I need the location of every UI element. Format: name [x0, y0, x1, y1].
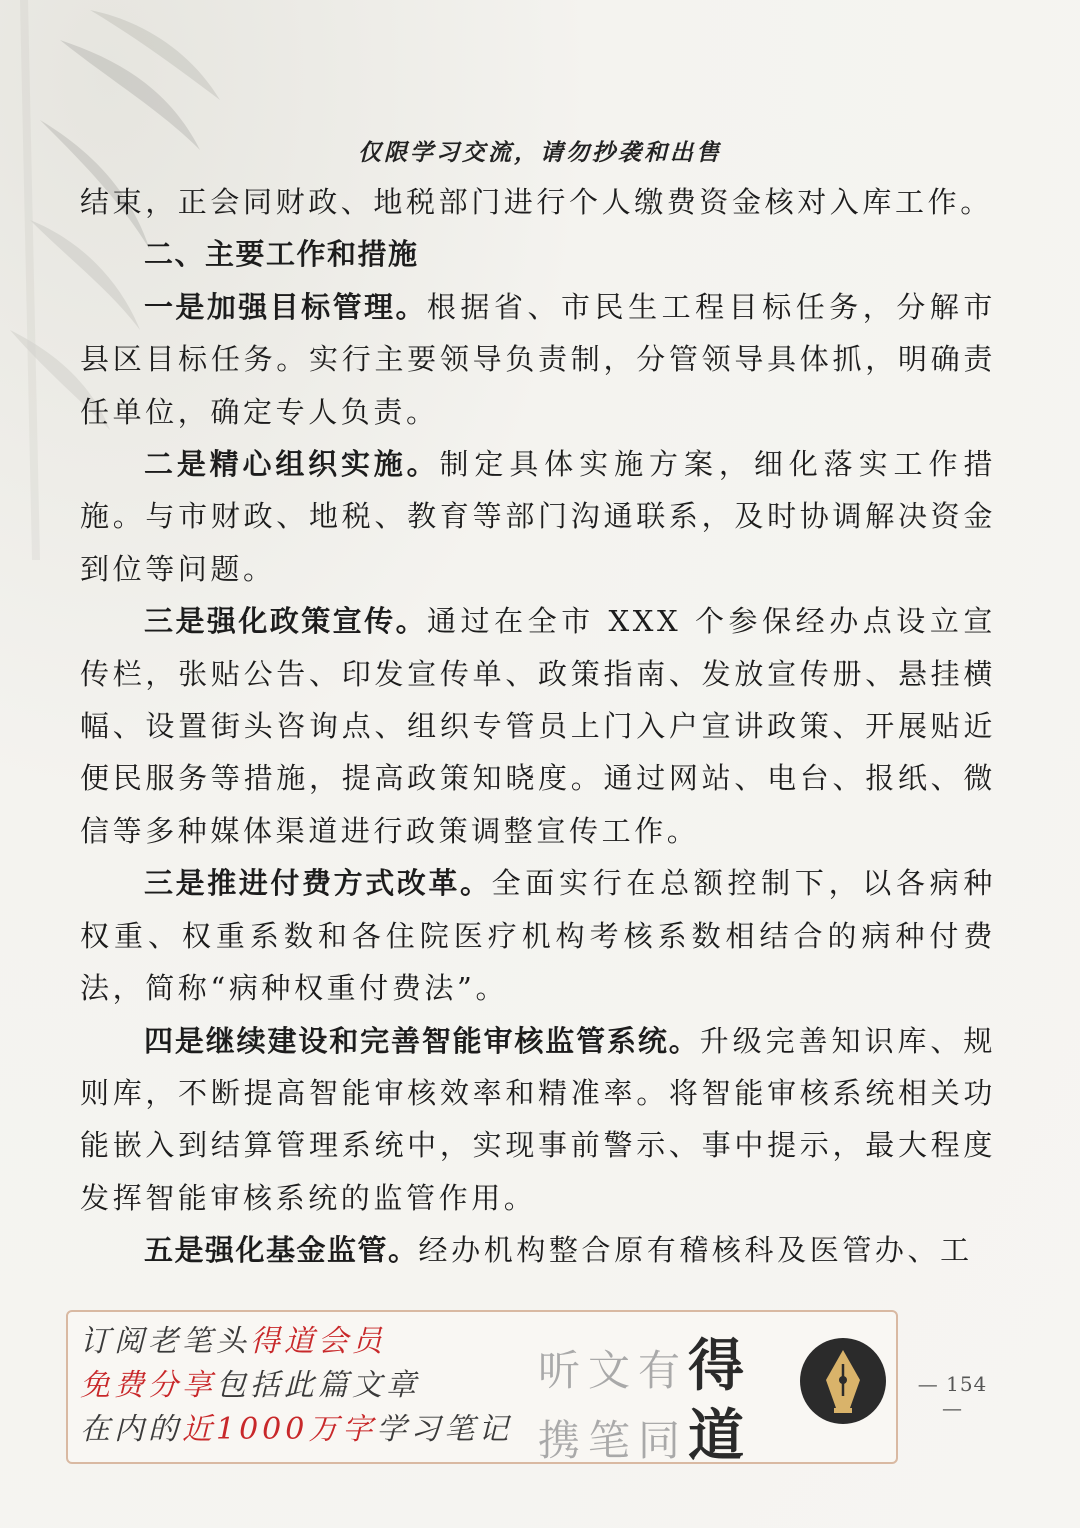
slogan-line-1 — [538, 1322, 752, 1402]
paragraph-text: 通过在全市 XXX 个参保经办点设立宣传栏，张贴公告、印发宣传单、政策指南、发放宣传册、悬挂横幅、设置街头咨询点、组织专管员上门入户宣讲政策、开展贴近便民服务等措施，提高政策知晓度。通过网站、电台、报纸、微信等多种媒体渠道进行政策调整宣传工作。 — [80, 604, 996, 848]
section-heading: 二、主要工作和措施 — [144, 237, 419, 272]
paragraph-lead: 三是强化政策宣传。 — [144, 604, 428, 639]
paragraph-lead: 五是强化基金监管。 — [144, 1233, 419, 1268]
promo-line-2 — [80, 1364, 510, 1408]
promo-highlight: 得道会员 — [250, 1324, 386, 1359]
paragraph-text: 全面实行在总额控制下，以各病种权重、权重系数和各住院医疗机构考核系数相结合的病种付费法，简称“病种权重付费法”。 — [80, 866, 996, 1006]
slogan-text: 携笔同 — [538, 1416, 689, 1465]
promo-text-part: 订阅老笔头 — [80, 1324, 250, 1359]
paragraph-lead: 二是精心组织实施。 — [144, 447, 440, 482]
pen-nib-icon — [798, 1336, 888, 1426]
slogan-text: 听文有 — [538, 1346, 689, 1395]
paragraph-item — [80, 281, 996, 438]
paragraph-text: 根据省、市民生工程目标任务，分解市县区目标任务。实行主要领导负责制，分管领导具体抓，明确责任单位，确定专人负责。 — [80, 289, 996, 429]
paragraph-text: 制定具体实施方案，细化落实工作措施。与市财政、地税、教育等部门沟通联系，及时协调解决资金到位等问题。 — [80, 447, 996, 586]
paragraph-continued: 结束，正会同财政、地税部门进行个人缴费资金核对入库工作。 — [80, 185, 993, 219]
paragraph-lead: 四是继续建设和完善智能审核监管系统。 — [144, 1023, 700, 1058]
promo-text-part: 包括此篇文章 — [216, 1368, 420, 1403]
paragraph-text: 升级完善知识库、规则库，不断提高智能审核效率和精准率。将智能审核系统相关功能嵌入到结算管理系统中，实现事前警示、事中提示，最大程度发挥智能审核系统的监管作用。 — [80, 1023, 996, 1215]
slogan-emphasis: 得 — [688, 1333, 753, 1399]
promo-banner[interactable] — [66, 1310, 898, 1469]
promo-text-part: 学习笔记 — [376, 1412, 513, 1447]
paragraph-item — [80, 857, 996, 1014]
paragraph-item — [80, 595, 996, 857]
paragraph-lead: 三是推进付费方式改革。 — [144, 866, 492, 901]
slogan-line-2 — [538, 1392, 752, 1472]
promo-slogan — [538, 1320, 798, 1469]
promo-line-1 — [80, 1320, 510, 1364]
header-note: 仅限学习交流，请勿抄袭和出售 — [358, 139, 722, 166]
promo-text-part: 在内的 — [80, 1412, 182, 1447]
paragraph-item — [80, 1015, 996, 1225]
slogan-emphasis: 道 — [688, 1403, 753, 1469]
promo-highlight: 免费 — [80, 1368, 148, 1403]
document-body — [80, 176, 996, 1277]
page-number: — 154 — — [917, 1372, 988, 1420]
promo-highlight: 分享 — [148, 1368, 216, 1403]
promo-text — [80, 1320, 513, 1452]
paragraph-item — [80, 438, 996, 595]
paragraph-item — [80, 1224, 996, 1276]
paragraph-text: 经办机构整合原有稽核科及医管办、工 — [418, 1233, 973, 1268]
promo-line-3 — [80, 1408, 513, 1452]
promo-highlight: 近1000万字 — [182, 1412, 377, 1447]
paragraph-lead: 一是加强目标管理。 — [144, 289, 427, 324]
